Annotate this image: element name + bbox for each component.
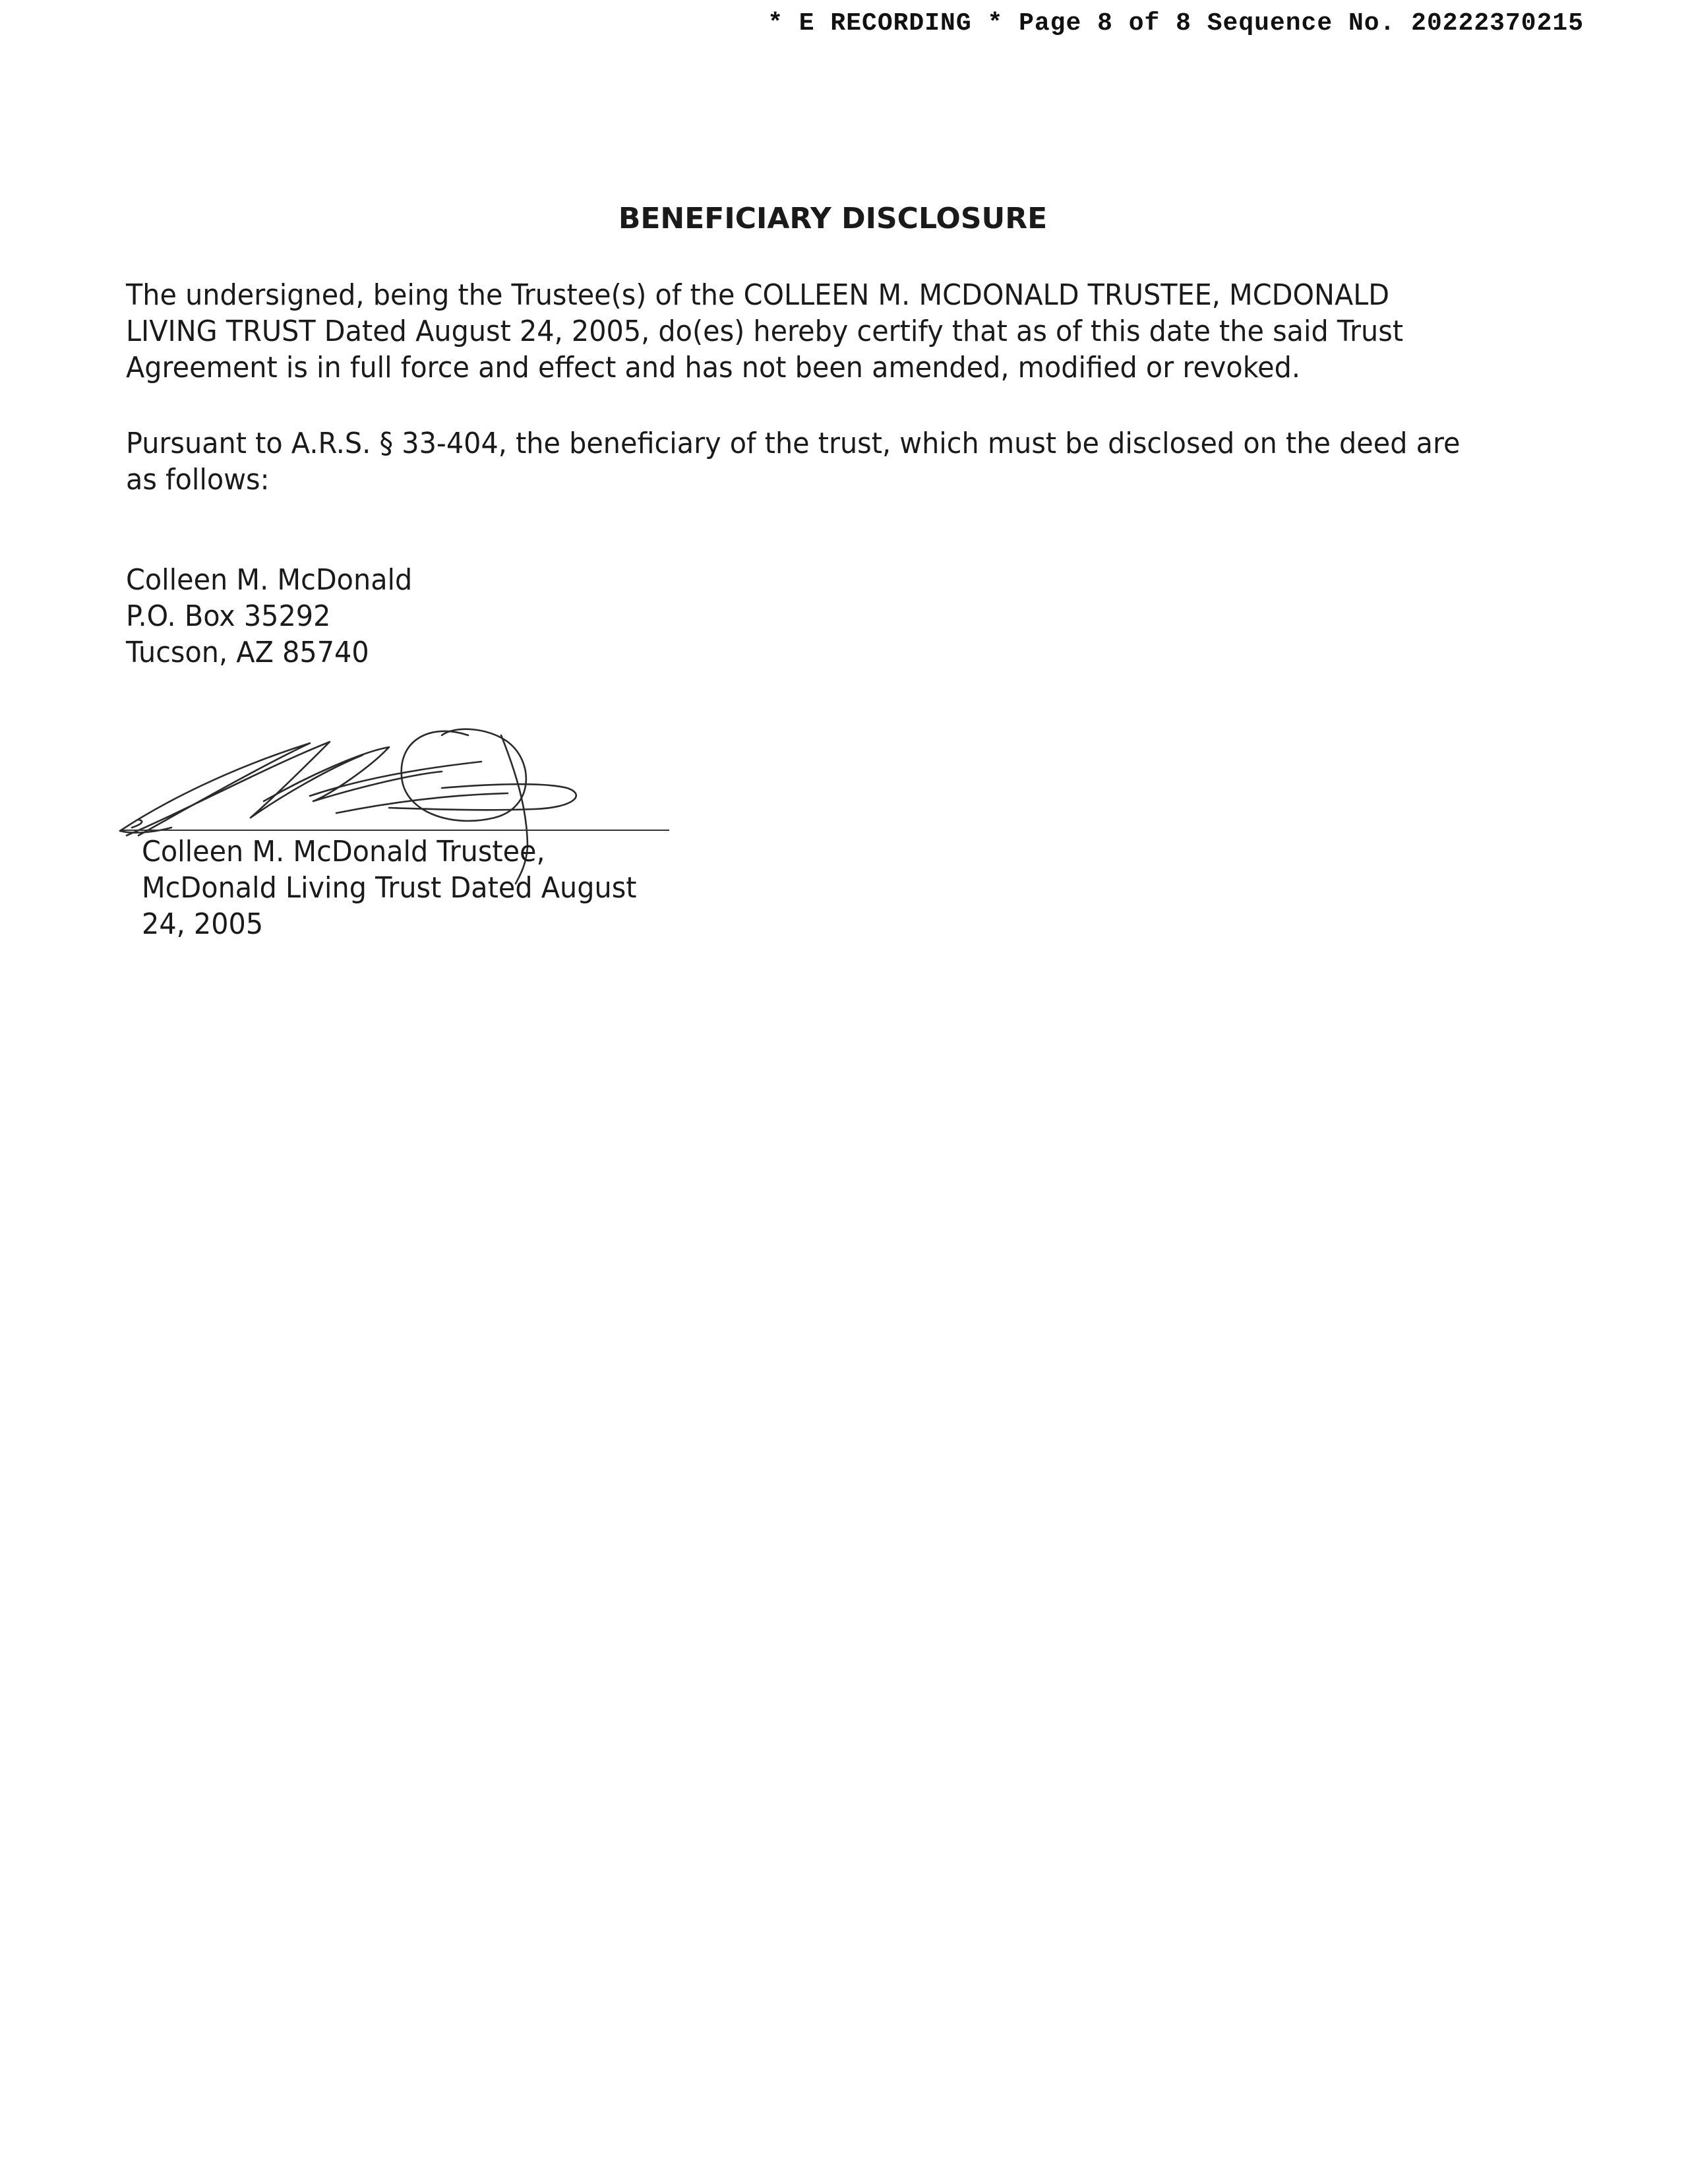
recording-header: * E RECORDING * Page 8 of 8 Sequence No. 20222370215 bbox=[768, 9, 1584, 38]
beneficiary-name: Colleen M. McDonald bbox=[126, 563, 413, 597]
document-title: BENEFICIARY DISCLOSURE bbox=[618, 202, 1048, 235]
beneficiary-address-line-1: P.O. Box 35292 bbox=[126, 599, 331, 633]
certification-paragraph: The undersigned, being the Trustee(s) of the COLLEEN M. MCDONALD TRUSTEE, MCDONALD LIVING TRUST Dated August 24, 2005, do(es) hereby certify that as of this date the said Trust Agreement is in full force and effect and has not been amended, modified or revoked. bbox=[126, 278, 1404, 384]
signature-caption-line-1: Colleen M. McDonald Trustee, bbox=[142, 835, 545, 868]
signature-caption-line-2: McDonald Living Trust Dated August bbox=[142, 871, 637, 905]
statute-paragraph: Pursuant to A.R.S. § 33-404, the beneficiary of the trust, which must be disclosed on the deed are as follows: bbox=[126, 427, 1461, 497]
beneficiary-address-line-2: Tucson, AZ 85740 bbox=[126, 636, 369, 669]
signature-line bbox=[122, 830, 669, 831]
signature-caption-line-3: 24, 2005 bbox=[142, 907, 264, 941]
beneficiary-address-block bbox=[126, 562, 412, 671]
signature-caption bbox=[142, 834, 636, 942]
